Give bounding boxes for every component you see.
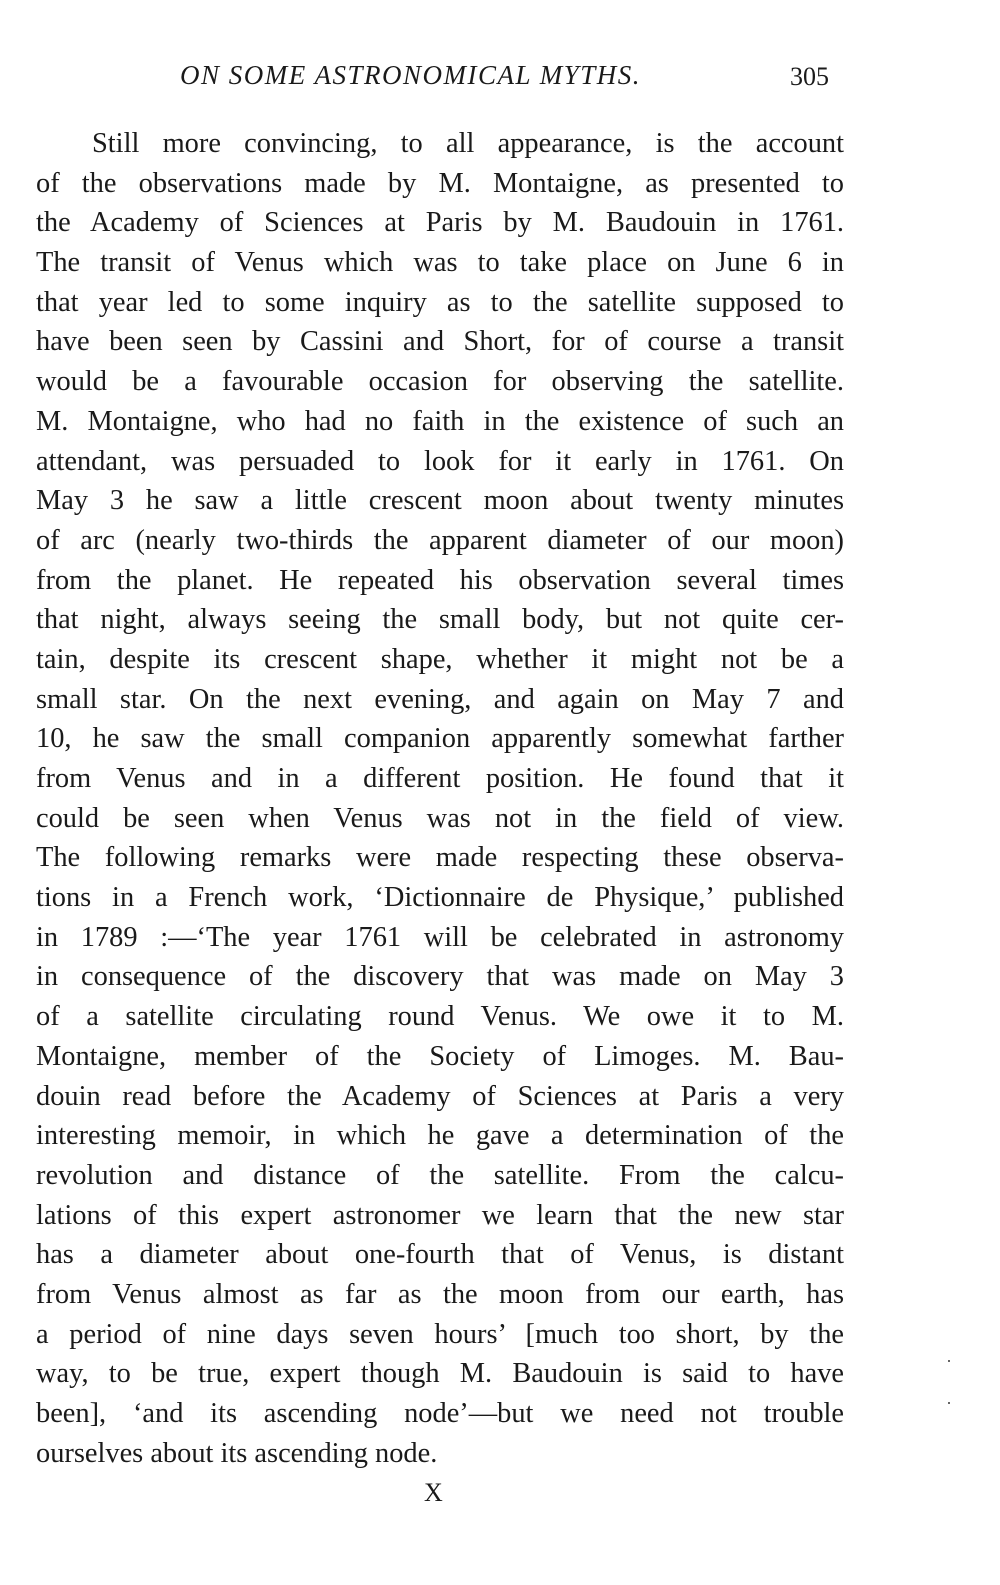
text-line: Still more convincing, to all appearance, is the account <box>92 128 844 159</box>
text-line: have been seen by Cassini and Short, for of course a transit <box>36 326 844 358</box>
text-line: in 1789 :—‘The year 1761 will be celebrated in astronomy <box>36 921 844 953</box>
text-line: from the planet. He repeated his observation several times <box>36 564 844 596</box>
text-line: revolution and distance of the satellite. From the calcu- <box>36 1159 844 1191</box>
text-line: douin read before the Academy of Sciences at Paris a very <box>36 1080 844 1112</box>
edge-speck <box>948 1360 950 1362</box>
text-line: tions in a French work, ‘Dictionnaire de Physique,’ published <box>36 882 844 914</box>
text-line: way, to be true, expert though M. Baudouin is said to have <box>36 1358 844 1390</box>
body-paragraph <box>36 124 844 1473</box>
text-line: of the observations made by M. Montaigne, as presented to <box>36 167 844 199</box>
text-line: tain, despite its crescent shape, whether it might not be a <box>36 643 844 675</box>
text-line: would be a favourable occasion for observing the satellite. <box>36 366 844 398</box>
text-line: May 3 he saw a little crescent moon about twenty minutes <box>36 485 844 517</box>
text-line: of a satellite circulating round Venus. We owe it to M. <box>36 1001 844 1033</box>
text-line: M. Montaigne, who had no faith in the existence of such an <box>36 405 844 437</box>
text-line: Montaigne, member of the Society of Limoges. M. Bau- <box>36 1040 844 1072</box>
text-line: in consequence of the discovery that was made on May 3 <box>36 961 844 993</box>
text-line: a period of nine days seven hours’ [much too short, by the <box>36 1318 844 1350</box>
text-line: from Venus and in a different position. He found that it <box>36 763 844 794</box>
text-line: The transit of Venus which was to take place on June 6 in <box>36 247 844 279</box>
text-line: attendant, was persuaded to look for it early in 1761. On <box>36 445 844 477</box>
text-line: interesting memoir, in which he gave a determination of the <box>36 1120 844 1152</box>
text-line: been], ‘and its ascending node’—but we need not trouble <box>36 1398 844 1429</box>
text-line: ourselves about its ascending node. <box>36 1437 438 1469</box>
text-line: of arc (nearly two-thirds the apparent diameter of our moon) <box>36 524 844 556</box>
edge-speck <box>948 1402 950 1404</box>
text-line: lations of this expert astronomer we learn that the new star <box>36 1199 844 1231</box>
signature-mark: X <box>424 1478 444 1507</box>
running-title: ON SOME ASTRONOMICAL MYTHS. <box>180 60 642 90</box>
page-number: 305 <box>790 62 829 91</box>
text-line: The following remarks were made respecting these observa- <box>36 842 844 874</box>
text-line: from Venus almost as far as the moon from our earth, has <box>36 1278 844 1310</box>
text-line: has a diameter about one-fourth that of Venus, is distant <box>36 1239 844 1271</box>
text-line: the Academy of Sciences at Paris by M. Baudouin in 1761. <box>36 207 844 239</box>
text-line: 10, he saw the small companion apparently somewhat farther <box>36 723 844 755</box>
text-line: could be seen when Venus was not in the field of view. <box>36 802 844 834</box>
text-line: that night, always seeing the small body, but not quite cer- <box>36 604 844 636</box>
text-line: that year led to some inquiry as to the satellite supposed to <box>36 286 844 318</box>
text-line: small star. On the next evening, and again on May 7 and <box>36 683 844 715</box>
